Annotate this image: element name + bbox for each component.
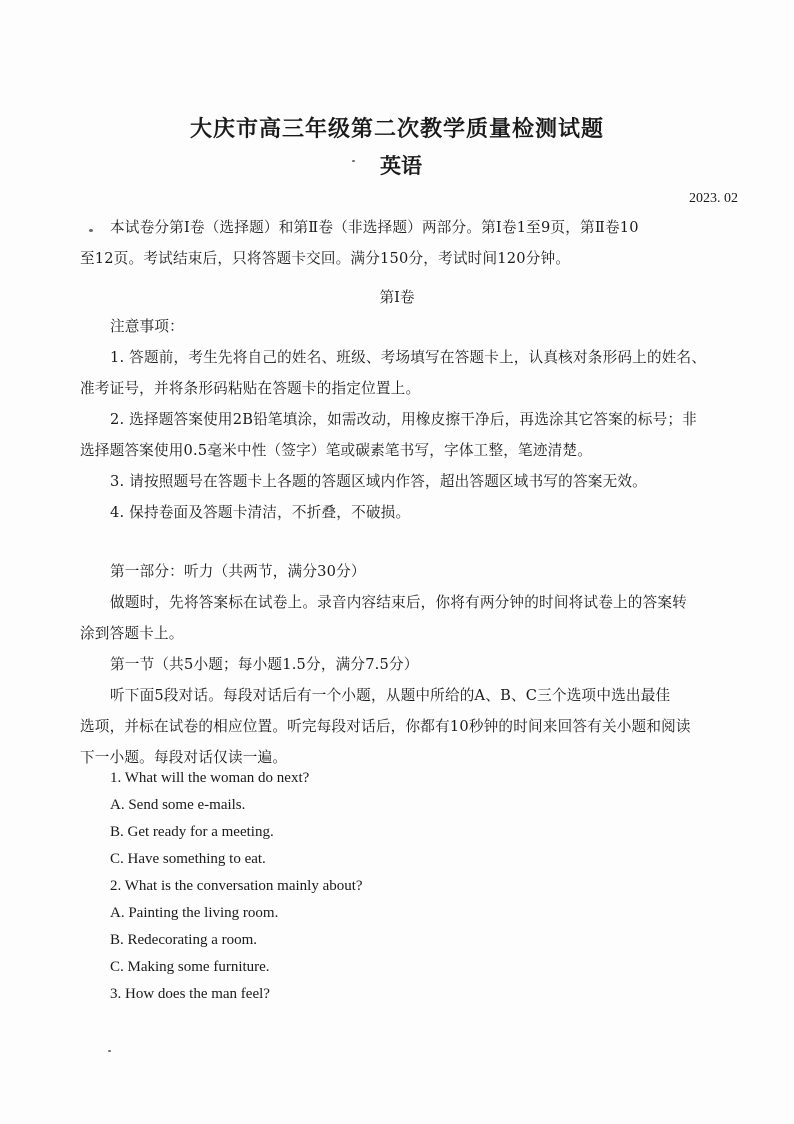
section1-heading: 第一节（共5小题；每小题1.5分，满分7.5分） (110, 656, 419, 673)
question-1-stem: 1. What will the woman do next? (110, 770, 310, 786)
exam-title: 大庆市高三年级第二次教学质量检测试题 (189, 116, 604, 142)
note-2-line-1: 2. 选择题答案使用2B铅笔填涂，如需改动，用橡皮擦干净后，再选涂其它答案的标号；非 (110, 411, 697, 428)
notes-heading: 注意事项： (110, 318, 184, 335)
intro-line-1: 本试卷分第Ⅰ卷（选择题）和第Ⅱ卷（非选择题）两部分。第Ⅰ卷1至9页，第Ⅱ卷10 (110, 219, 639, 236)
note-2-line-2: 选择题答案使用0.5毫米中性（签字）笔或碳素笔书写，字体工整，笔迹清楚。 (80, 442, 593, 459)
part1-heading: 第一部分：听力（共两节，满分30分） (110, 563, 366, 580)
intro-line-2: 至12页。考试结束后，只将答题卡交回。满分150分，考试时间120分钟。 (80, 250, 571, 267)
note-4: 4. 保持卷面及答题卡清洁，不折叠，不破损。 (110, 504, 411, 521)
exam-date: 2023. 02 (689, 191, 738, 206)
question-3-stem: 3. How does the man feel? (110, 986, 270, 1002)
question-2-option-a: A. Painting the living room. (110, 905, 279, 921)
note-1-line-1: 1. 答题前，考生先将自己的姓名、班级、考场填写在答题卡上，认真核对条形码上的姓名、 (110, 349, 707, 366)
note-3: 3. 请按照题号在答题卡上各题的答题区域内作答，超出答题区域书写的答案无效。 (110, 473, 647, 490)
scan-speck (89, 229, 93, 232)
scan-speck (108, 1050, 111, 1052)
question-2-stem: 2. What is the conversation mainly about? (110, 878, 363, 894)
section1-instruction-line-1: 听下面5段对话。每段对话后有一个小题，从题中所给的A、B、C三个选项中选出最佳 (110, 687, 671, 704)
volume-label: 第Ⅰ卷 (379, 289, 415, 306)
section1-instruction-line-3: 下一小题。每段对话仅读一遍。 (80, 749, 288, 766)
question-2-option-b: B. Redecorating a room. (110, 932, 258, 948)
section1-instruction-line-2: 选项，并标在试卷的相应位置。听完每段对话后，你都有10秒钟的时间来回答有关小题和阅读 (80, 718, 691, 735)
subject-title: 英语 (380, 153, 422, 178)
note-1-line-2: 准考证号，并将条形码粘贴在答题卡的指定位置上。 (80, 380, 421, 397)
scan-speck (352, 160, 355, 162)
part1-instruction-line-2: 涂到答题卡上。 (80, 625, 184, 642)
question-1-option-b: B. Get ready for a meeting. (110, 824, 274, 840)
question-1-option-a: A. Send some e-mails. (110, 797, 246, 813)
question-2-option-c: C. Making some furniture. (110, 959, 270, 975)
question-1-option-c: C. Have something to eat. (110, 851, 266, 867)
part1-instruction-line-1: 做题时，先将答案标在试卷上。录音内容结束后，你将有两分钟的时间将试卷上的答案转 (110, 594, 687, 611)
